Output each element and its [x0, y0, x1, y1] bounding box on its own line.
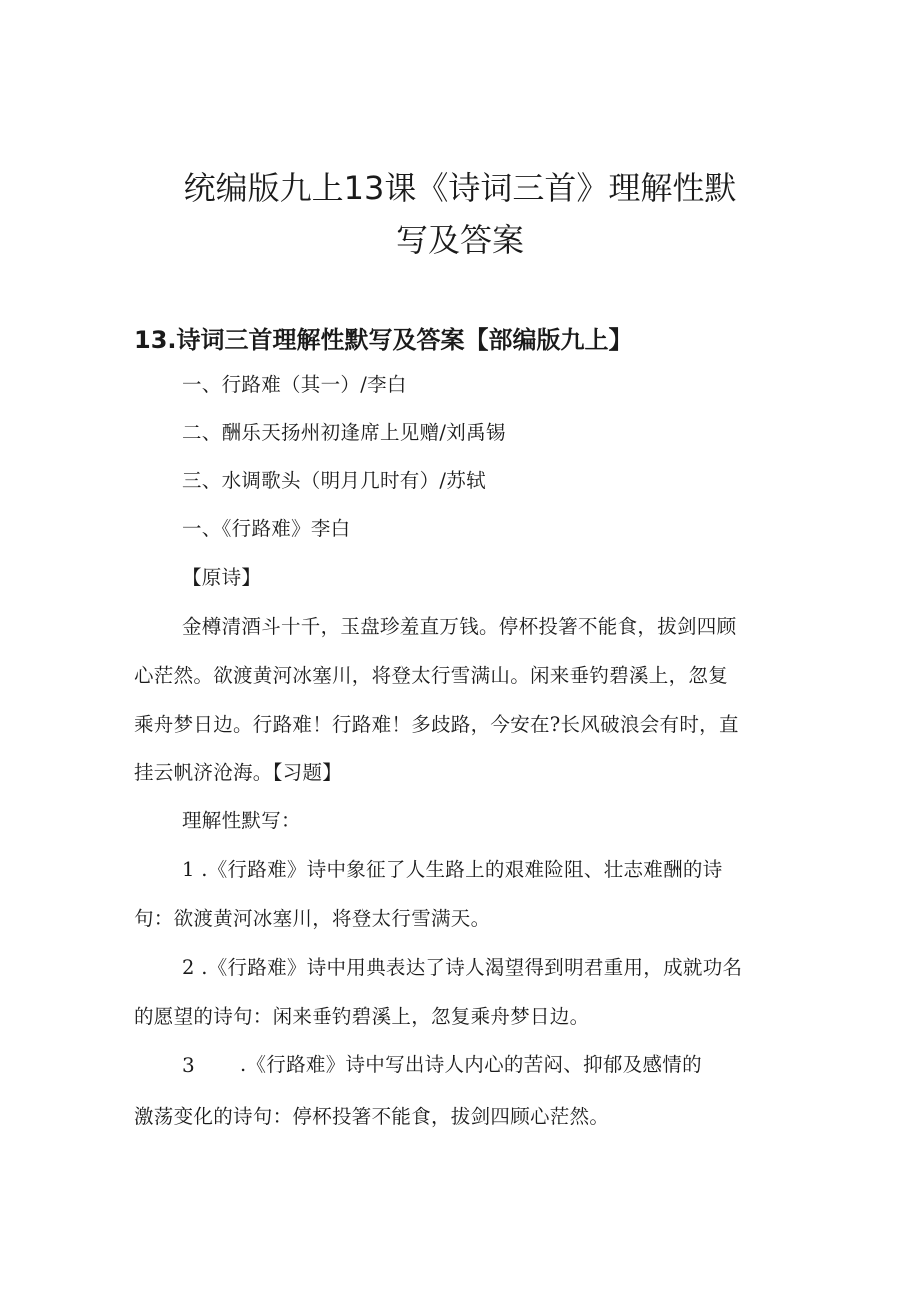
question-3-line-1: .《行路难》诗中写出诗人内心的苦闷、抑郁及感情的 — [240, 1053, 702, 1076]
question-1-line-2: 句：欲渡黄河冰塞川，将登太行雪满天。 — [134, 907, 491, 930]
poem-line-2: 心茫然。欲渡黄河冰塞川，将登太行雪满山。闲来垂钓碧溪上，忽复 — [134, 664, 729, 687]
question-2-line-2: 的愿望的诗句：闲来垂钓碧溪上，忽复乘舟梦日边。 — [134, 1005, 590, 1028]
poem-line-4: 挂云帆济沧海。【习题】 — [134, 761, 343, 784]
toc-item-1: 一、行路难（其一）/李白 — [182, 373, 407, 396]
toc-item-2: 二、酬乐天扬州初逢席上见赠/刘禹锡 — [182, 421, 506, 444]
exercise-intro: 理解性默写： — [182, 809, 301, 832]
question-3-line-2: 激荡变化的诗句：停杯投箸不能食，拔剑四顾心茫然。 — [134, 1105, 610, 1128]
question-2-line-1: 2 .《行路难》诗中用典表达了诗人渴望得到明君重用，成就功名 — [182, 956, 743, 979]
document-title-line-1: 统编版九上13课《诗词三首》理解性默 — [183, 169, 737, 207]
question-3-number: 3 — [182, 1053, 195, 1077]
document-title-line-2: 写及答案 — [395, 221, 524, 259]
poem-line-3: 乘舟梦日边。行路难！行路难！多歧路，今安在?长风破浪会有时，直 — [134, 713, 739, 736]
question-1-line-1: 1 .《行路难》诗中象征了人生路上的艰难险阻、壮志难酬的诗 — [182, 858, 723, 881]
poem-line-1: 金樽清酒斗十千，玉盘珍羞直万钱。停杯投箸不能食，拔剑四顾 — [182, 615, 737, 638]
toc-item-3: 三、水调歌头（明月几时有）/苏轼 — [182, 469, 486, 492]
section-heading: 13.诗词三首理解性默写及答案【部编版九上】 — [134, 326, 633, 354]
part-heading: 一、《行路难》李白 — [182, 517, 351, 540]
original-poem-label: 【原诗】 — [182, 566, 262, 589]
